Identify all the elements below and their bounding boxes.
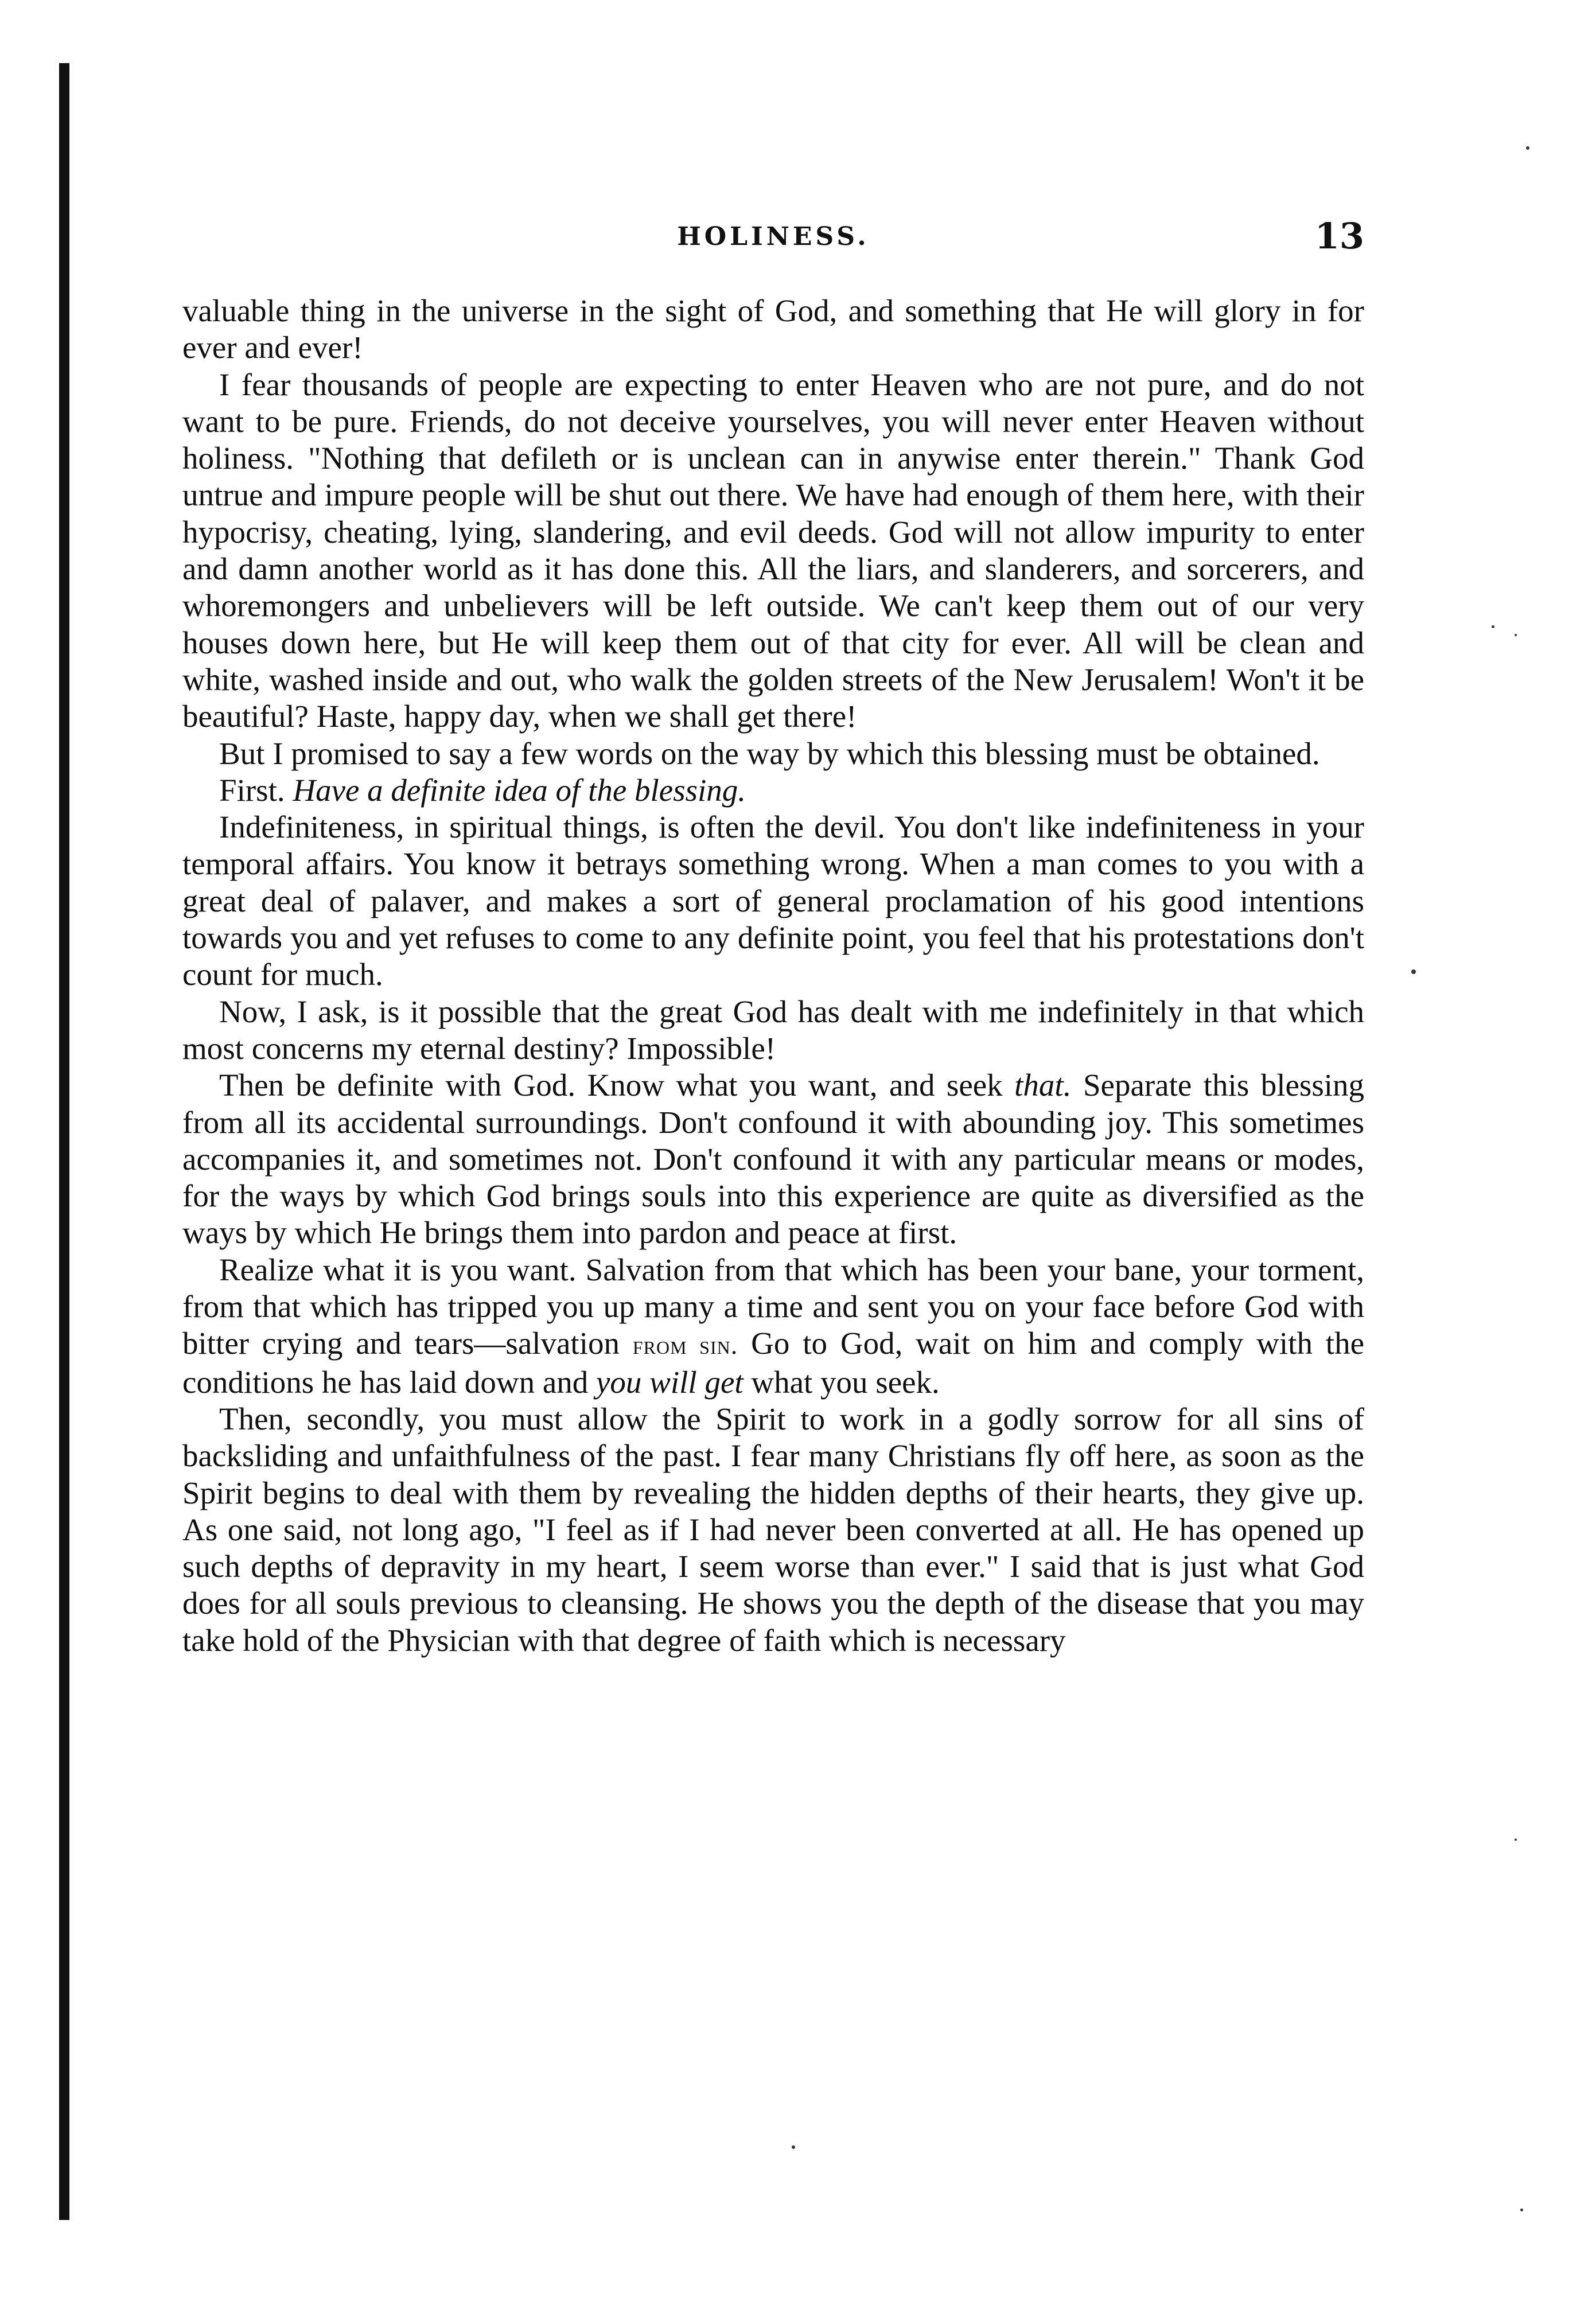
paragraph [182,367,1364,735]
scan-speck [1411,969,1416,974]
scan-speck [1515,1839,1517,1841]
running-head [182,215,1364,255]
italic-text: you will get [596,1364,743,1400]
text-run: I fear thousands of people are expecting to enter Heaven who are not pure, and do not want to be pure. Friends, do not deceive yourselves, you will never enter Heaven without holiness. "Nothing that defileth or is unclean can in anywise enter therein." Thank God untrue and impure people will be shut out there. We have had enough of them here, with their hypocrisy, cheating, lying, slandering, and evil deeds. God will not allow impurity to enter and damn another world as it has done this. All the liars, and slanderers, and sorcerers, and whoremongers and unbelievers will be left outside. We can't keep them out of our very houses down here, but He will keep them out of that city for ever. All will be clean and white, washed inside and out, who walk the golden streets of the New Jerusalem! Won't it be beautiful? Haste, happy day, when we shall get there! [182,367,1364,734]
text-run: Indefiniteness, in spiritual things, is often the devil. You don't like indefiniteness in your temporal affairs. You know it betrays something wrong. When a man comes to you with a great deal of palaver, and makes a sort of general proclamation of his good intentions towards you and yet refuses to come to any definite point, you feel that his protestations don't count for much. [182,809,1364,992]
paragraph [182,1401,1364,1659]
italic-text: Have a definite idea of the blessing. [293,772,746,808]
italic-text: that. [1014,1068,1072,1103]
page-number: 13 [1314,215,1364,257]
text-run: Realize what it is you want. Salvation from that which has been your bane, your torment, from that which has tripped you up many a time and sent you on your face before God with bitter crying and tears—salvation [182,1252,1364,1361]
scan-speck [1492,625,1494,628]
text-run: Then, secondly, you must allow the Spirit to work in a godly sorrow for all sins of backsliding and unfaithfulness of the past. I fear many Christians fly off here, as soon as the Spirit begins to deal with them by revealing the hidden depths of their hearts, they give up. As one said, not long ago, "I feel as if I had never been converted at all. He has opened up such depths of depravity in my heart, I seem worse than ever." I said that is just what God does for all souls previous to cleansing. He shows you the depth of the disease that you may take hold of the Physician with that degree of faith which is necessary [182,1401,1364,1658]
paragraph [182,735,1364,772]
scan-speck [1515,634,1517,636]
running-title: HOLINESS. [677,222,870,251]
scan-speck [1526,146,1529,150]
text-run: Separate this blessing from all its accidental surroundings. Don't confound it with abounding joy. This sometimes accompanies it, and sometimes not. Don't confound it with any particular means or modes, for the ways by which God brings souls into this experience are quite as diversified as the ways by which He brings them into pardon and peace at first. [182,1068,1365,1251]
binding-edge-line [59,63,69,2220]
small-caps-text: from sin. [632,1330,738,1360]
text-run: Then be definite with God. Know what you want, and seek [219,1068,1015,1103]
text-run: what you seek. [743,1364,940,1400]
paragraph [182,293,1364,367]
text-run: First. [219,772,293,808]
paragraph [182,1252,1364,1401]
text-run: Now, I ask, is it possible that the great God has dealt with me indefinitely in that which most concerns my eternal destiny? Impossible! [182,994,1364,1066]
text-run: But I promised to say a few words on the way by which this blessing must be obtained. [219,735,1320,771]
scan-speck [792,2145,795,2149]
scan-speck [1520,2209,1523,2211]
paragraph [182,994,1364,1068]
text-run: Go to God, wait on him and comply with the conditions he has laid down and [182,1326,1364,1400]
paragraph [182,809,1364,993]
body-text [182,293,1364,1659]
paragraph [182,772,1364,809]
text-run: valuable thing in the universe in the sight of God, and something that He will glory in for ever and ever! [182,293,1364,365]
paragraph [182,1067,1364,1251]
